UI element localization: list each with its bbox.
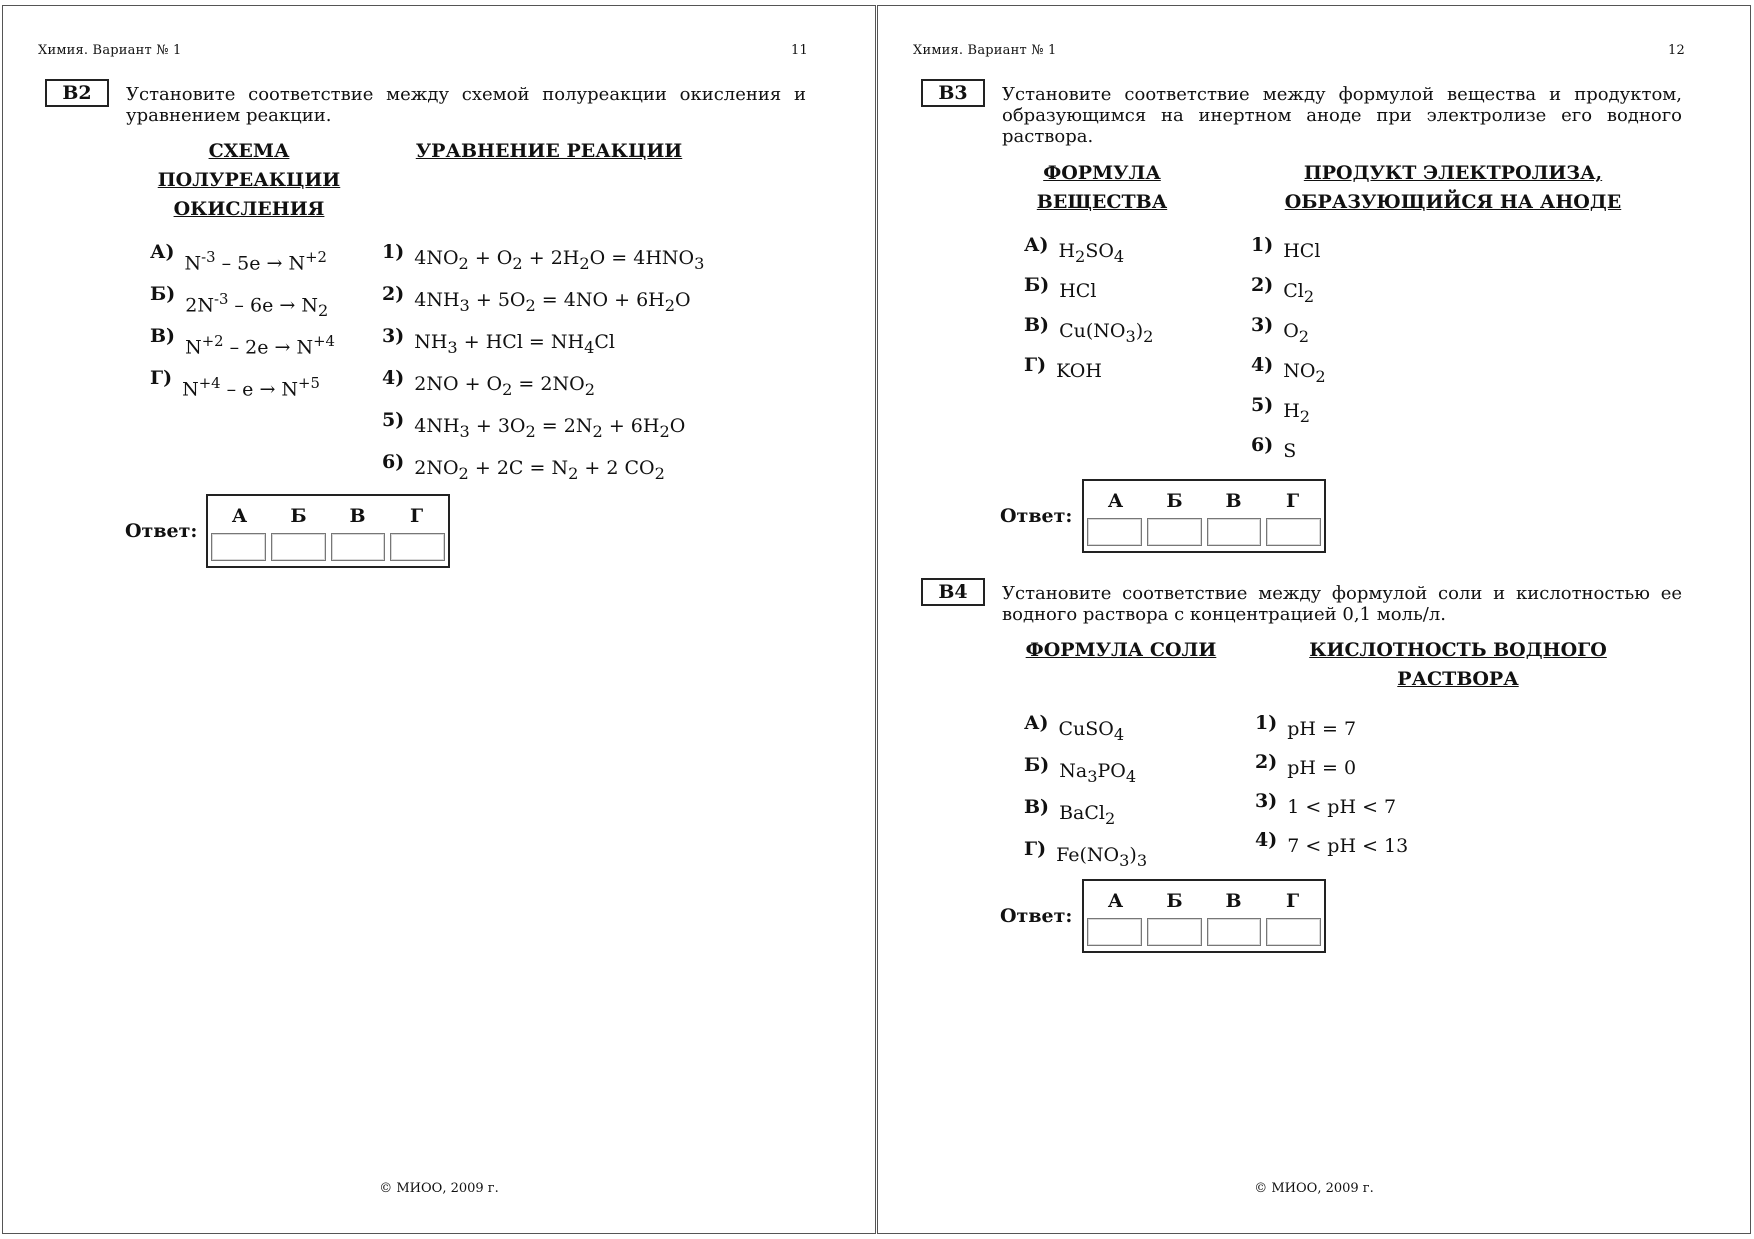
b2-col1-header-line: ПОЛУРЕАКЦИИ <box>157 169 341 191</box>
b2-col1-header-line: СХЕМА <box>208 140 290 162</box>
b4-answer-cell-b[interactable] <box>1147 918 1202 946</box>
b3-col2-header-line: ПРОДУКТ ЭЛЕКТРОЛИЗА, <box>1303 162 1603 184</box>
task-id-b4: B4 <box>921 578 985 606</box>
b3-column2-header <box>1268 159 1638 217</box>
b3-answer-cell-g[interactable] <box>1266 518 1321 546</box>
b2-equation-3 <box>382 325 615 360</box>
b2-equation-1-formula: $4NO_2 + O_2 + 2H_2O = 4HNO_3$ <box>414 247 705 273</box>
b3-product-2-formula: $Cl_2$ <box>1283 280 1315 306</box>
b2-equation-5-label: 5) <box>382 409 405 431</box>
task-id-b2: B2 <box>45 79 109 107</box>
b3-answer-cell-v[interactable] <box>1207 518 1262 546</box>
answer-column-header: А <box>1107 890 1124 912</box>
page-number: 12 <box>1668 43 1685 58</box>
b2-option-a-formula: $N^{-3} - 5e \to N^{+2}$ <box>184 249 327 275</box>
b4-acidity-2-value: pH = 0 <box>1287 757 1357 779</box>
b4-option-b-formula: $Na_3PO_4$ <box>1059 760 1137 786</box>
b3-product-3-formula: $O_2$ <box>1283 320 1310 346</box>
b2-equation-5 <box>382 409 686 444</box>
b3-product-5-formula: $H_2$ <box>1283 400 1311 426</box>
b2-option-a <box>150 241 327 275</box>
b2-equation-6-formula: $2NO_2 + 2C = N_2 + 2$ $CO_2$ <box>414 457 665 483</box>
page-number: 11 <box>791 43 808 58</box>
b4-option-a-formula: CuSO$_4$ <box>1058 718 1125 744</box>
b3-option-v-label: В) <box>1024 314 1050 336</box>
b3-product-4-formula: $NO_2$ <box>1283 360 1326 386</box>
right-page <box>877 5 1751 1234</box>
b3-product-2 <box>1251 274 1315 309</box>
answer-column-header: А <box>1107 490 1124 512</box>
b2-option-v <box>150 325 335 359</box>
b2-option-g <box>150 367 320 401</box>
b3-option-v-formula: $Cu(NO_3)_2$ <box>1059 320 1154 346</box>
b2-option-b <box>150 283 329 323</box>
b4-answer-grid <box>1082 879 1326 953</box>
b2-option-g-formula: $N^{+4} - e \to N^{+5}$ <box>182 375 320 401</box>
b4-answer-cell-a[interactable] <box>1087 918 1142 946</box>
page-header-title: Химия. Вариант № 1 <box>38 43 182 58</box>
b3-product-1-label: 1) <box>1251 234 1274 256</box>
b2-equation-6-label: 6) <box>382 451 405 473</box>
b2-option-v-formula: $N^{+2} - 2e \to N^{+4}$ <box>185 333 335 359</box>
left-page <box>2 5 876 1234</box>
b2-column1-header <box>139 137 359 224</box>
b2-equation-2 <box>382 283 691 318</box>
b4-option-v-label: В) <box>1024 796 1050 818</box>
b3-answer-label: Ответ: <box>1000 505 1073 527</box>
b3-product-2-label: 2) <box>1251 274 1274 296</box>
b4-col2-header-line: КИСЛОТНОСТЬ ВОДНОГО <box>1309 639 1607 661</box>
task-b3-intro: Установите соответствие между формулой вещества и продуктом, образующимся на инертном аноде при электролизе его водного раствора. <box>1002 84 1682 147</box>
task-id-b3: B3 <box>921 79 985 107</box>
b4-answer-cell-g[interactable] <box>1266 918 1321 946</box>
b3-col1-header-line: ВЕЩЕСТВА <box>1036 191 1168 213</box>
b2-equation-4-label: 4) <box>382 367 405 389</box>
b3-product-4-label: 4) <box>1251 354 1274 376</box>
answer-column-header: Б <box>1166 490 1183 512</box>
b2-option-a-label: А) <box>150 241 175 263</box>
b4-option-v-formula: BaCl$_2$ <box>1059 802 1116 828</box>
answer-column-header: Г <box>1285 490 1300 512</box>
answer-column-header: В <box>1225 490 1242 512</box>
answer-column-header: Г <box>409 505 424 527</box>
b3-answer-grid <box>1082 479 1326 553</box>
answer-column-header: Б <box>290 505 307 527</box>
b2-option-b-label: Б) <box>150 283 176 305</box>
b3-col2-header-line: ОБРАЗУЮЩИЙСЯ НА АНОДЕ <box>1284 191 1622 213</box>
b2-answer-cell-g[interactable] <box>390 533 445 561</box>
b2-equation-2-formula: $4NH_3 + 5O_2 = 4NO + 6H_2O$ <box>414 289 691 315</box>
b4-acidity-2 <box>1255 751 1357 780</box>
b4-acidity-1-value: pH = 7 <box>1287 718 1357 740</box>
b2-option-g-label: Г) <box>150 367 173 389</box>
b3-option-b-label: Б) <box>1024 274 1050 296</box>
answer-column-header: Б <box>1166 890 1183 912</box>
b3-option-v <box>1024 314 1154 349</box>
b3-product-1 <box>1251 234 1321 263</box>
page-header-title: Химия. Вариант № 1 <box>913 43 1057 58</box>
b3-product-6-formula: S <box>1283 440 1297 462</box>
b2-equation-3-formula: $NH_3$ + HCl = $NH_4Cl$ <box>414 331 615 357</box>
b4-option-a-label: А) <box>1024 712 1049 734</box>
b4-acidity-1-label: 1) <box>1255 712 1278 734</box>
b4-acidity-3-value: 1 < pH < 7 <box>1287 796 1397 818</box>
b3-product-5-label: 5) <box>1251 394 1274 416</box>
b2-column2-header: УРАВНЕНИЕ РЕАКЦИИ <box>415 140 683 162</box>
b4-acidity-4-value: 7 < pH < 13 <box>1287 835 1409 857</box>
b4-answer-cell-v[interactable] <box>1207 918 1262 946</box>
b3-option-b <box>1024 274 1097 303</box>
b4-col2-header-line: РАСТВОРА <box>1397 668 1519 690</box>
b4-acidity-3-label: 3) <box>1255 790 1278 812</box>
b3-answer-cell-b[interactable] <box>1147 518 1202 546</box>
page-footer: © МИОО, 2009 г. <box>1254 1181 1374 1196</box>
b4-option-b-label: Б) <box>1024 754 1050 776</box>
b4-option-g <box>1024 838 1148 873</box>
b4-acidity-1 <box>1255 712 1357 741</box>
b4-option-g-formula: $Fe(NO_3)_3$ <box>1056 844 1148 870</box>
b3-product-5 <box>1251 394 1311 429</box>
b3-option-a <box>1024 234 1125 269</box>
b2-answer-cell-v[interactable] <box>331 533 386 561</box>
answer-column-header: Г <box>1285 890 1300 912</box>
b3-column1-header <box>1020 159 1184 217</box>
b4-acidity-4-label: 4) <box>1255 829 1278 851</box>
b3-option-a-formula: $H_2SO_4$ <box>1058 240 1125 266</box>
page-footer: © МИОО, 2009 г. <box>379 1181 499 1196</box>
b3-col1-header-line: ФОРМУЛА <box>1043 162 1161 184</box>
b2-answer-grid <box>206 494 450 568</box>
b3-option-g-formula: KOH <box>1056 360 1102 382</box>
b4-acidity-2-label: 2) <box>1255 751 1278 773</box>
b3-option-a-label: А) <box>1024 234 1049 256</box>
b4-option-v <box>1024 796 1116 831</box>
b2-equation-6 <box>382 451 665 486</box>
b4-acidity-3 <box>1255 790 1397 819</box>
b4-option-b <box>1024 754 1137 789</box>
task-b2-intro: Установите соответствие между схемой полуреакции окисления и уравнением реакции. <box>126 84 806 126</box>
b2-equation-2-label: 2) <box>382 283 405 305</box>
b3-product-1-formula: HCl <box>1283 240 1321 262</box>
b2-equation-1 <box>382 241 705 276</box>
answer-column-header: В <box>349 505 366 527</box>
b2-option-b-formula: $2N^{-3} - 6e \to N_2$ <box>185 291 329 321</box>
b2-equation-1-label: 1) <box>382 241 405 263</box>
b4-answer-label: Ответ: <box>1000 905 1073 927</box>
b2-equation-4-formula: $2NO + O_2 = 2NO_2$ <box>414 373 595 399</box>
b3-option-g <box>1024 354 1102 383</box>
b3-answer-cell-a[interactable] <box>1087 518 1142 546</box>
b4-column1-header: ФОРМУЛА СОЛИ <box>1025 639 1217 661</box>
b3-product-6 <box>1251 434 1297 463</box>
b2-answer-cell-b[interactable] <box>271 533 326 561</box>
b3-product-6-label: 6) <box>1251 434 1274 456</box>
b3-option-b-formula: HCl <box>1059 280 1097 302</box>
answer-column-header: А <box>231 505 248 527</box>
b3-product-3-label: 3) <box>1251 314 1274 336</box>
answer-column-header: В <box>1225 890 1242 912</box>
b2-answer-label: Ответ: <box>125 520 198 542</box>
b4-acidity-4 <box>1255 829 1409 858</box>
b4-column2-header <box>1293 636 1623 694</box>
b2-equation-4 <box>382 367 595 402</box>
task-b4-intro: Установите соответствие между формулой соли и кислотностью ее водного раствора с концентрацией 0,1 моль/л. <box>1002 583 1682 625</box>
b3-product-3 <box>1251 314 1310 349</box>
b2-answer-cell-a[interactable] <box>211 533 266 561</box>
b2-col1-header-line: ОКИСЛЕНИЯ <box>173 198 325 220</box>
b4-option-a <box>1024 712 1125 747</box>
b4-option-g-label: Г) <box>1024 838 1047 860</box>
b3-product-4 <box>1251 354 1326 389</box>
b2-option-v-label: В) <box>150 325 176 347</box>
b2-equation-3-label: 3) <box>382 325 405 347</box>
b3-option-g-label: Г) <box>1024 354 1047 376</box>
b2-equation-5-formula: $4NH_3 + 3O_2 = 2N_2 + 6H_2O$ <box>414 415 686 441</box>
